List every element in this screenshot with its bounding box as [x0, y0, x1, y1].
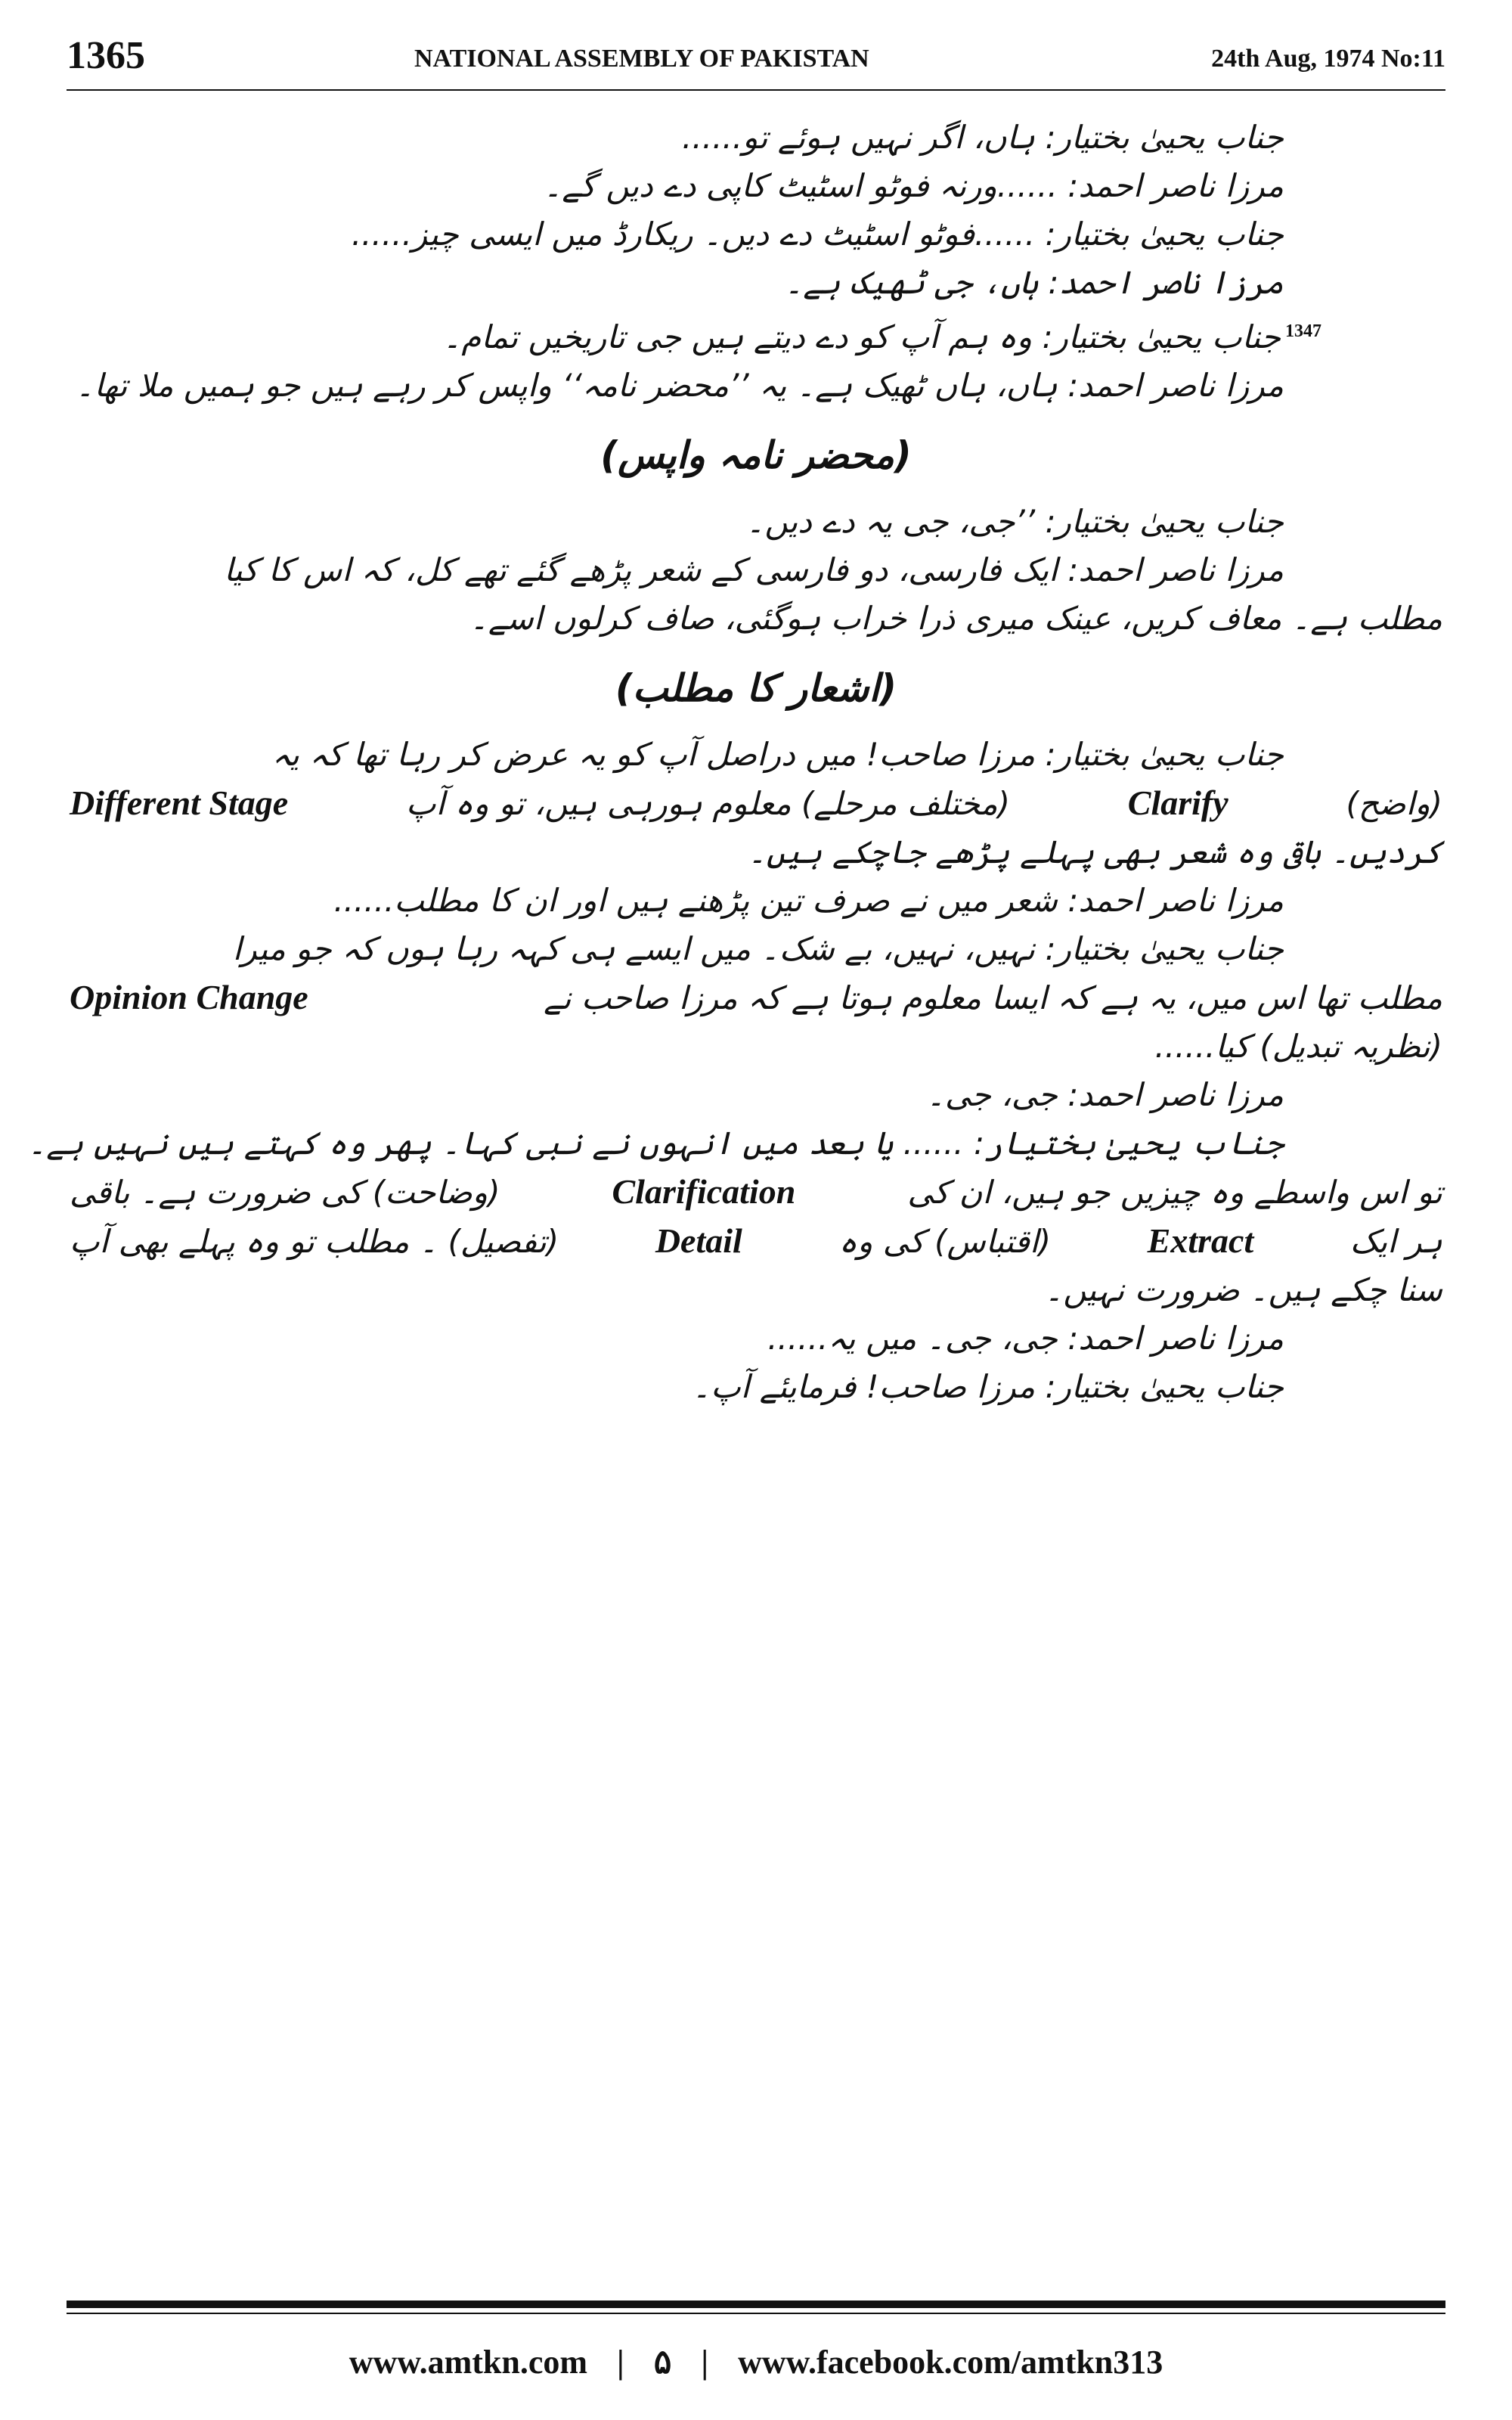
urdu-segment: مطلب تھا اس میں، یہ ہے کہ ایسا معلوم ہوتا ہے کہ مرزا صاحب نے [544, 979, 1442, 1016]
page-number: 1365 [67, 34, 145, 77]
transcript-line: جناب یحییٰ بختیار: نہیں، نہیں، بے شک۔ میں ایسے ہی کہہ رہا ہوں کہ جو میرا [232, 930, 1284, 967]
facebook-link[interactable]: www.facebook.com/amtkn313 [738, 2344, 1163, 2381]
transcript-line: جناب یحییٰ بختیار: ’’جی، جی یہ دے دیں۔ [745, 503, 1284, 540]
transcript-line-mixed [70, 779, 1442, 828]
transcript-line: مرزا ناصر احمد: شعر میں نے صرف تین پڑھنے ہیں اور ان کا مطلب...... [333, 882, 1284, 919]
transcript-body [27, 113, 1442, 2291]
urdu-segment: (اقتباس) کی وہ [838, 1223, 1051, 1260]
footnote-marker: 1347 [1285, 321, 1321, 341]
transcript-line: (نظریہ تبدیل) کیا...... [1154, 1028, 1442, 1065]
website-link[interactable]: www.amtkn.com [349, 2344, 588, 2381]
urdu-segment: (واضح) [1346, 785, 1442, 822]
transcript-line: مرزا ناصر احمد: جی، جی۔ میں یہ...... [767, 1320, 1284, 1357]
urdu-segment: (تفصیل) ۔ مطلب تو وہ پہلے بھی آپ [70, 1223, 559, 1260]
transcript-line: مرزا ناصر احمد: ایک فارسی، دو فارسی کے شعر پڑھے گئے تھے کل، کہ اس کا کیا [224, 551, 1284, 588]
english-term: Extract [1147, 1221, 1254, 1260]
transcript-line: جناب یحییٰ بختیار: ہاں، اگر نہیں ہوئے تو...... [682, 119, 1284, 156]
english-term: Clarify [1127, 783, 1228, 822]
page-header [67, 26, 1445, 86]
header-date-issue: 24th Aug, 1974 No:11 [1211, 45, 1445, 73]
footer-divider-thick [67, 2301, 1445, 2308]
transcript-line: مرزا ناصر احمد: جی، جی۔ [926, 1076, 1284, 1113]
footer-divider-thin [67, 2313, 1445, 2314]
transcript-line: جناب یحییٰ بختیار: ...... یا بعد میں انہوں نے نبی کہا۔ پھر وہ کہتے ہیں نہیں ہے۔ [27, 1125, 1284, 1162]
transcript-line-mixed [70, 1217, 1442, 1266]
transcript-line: سنا چکے ہیں۔ ضرورت نہیں۔ [1044, 1271, 1442, 1308]
english-term: Opinion Change [70, 978, 308, 1016]
transcript-line: مرزا ناصر احمد: ہاں، ہاں ٹھیک ہے۔ یہ ’’محضر نامہ‘‘ واپس کر رہے ہیں جو ہمیں ملا تھا۔ [75, 367, 1284, 404]
transcript-line-mixed [70, 1168, 1442, 1217]
urdu-segment: ہر ایک [1349, 1223, 1442, 1260]
english-term: Clarification [612, 1172, 796, 1211]
urdu-segment: تو اس واسطے وہ چیزیں جو ہیں، ان کی [907, 1174, 1442, 1211]
urdu-segment: (مختلف مرحلے) معلوم ہورہی ہیں، تو وہ آپ [406, 785, 1010, 822]
transcript-line-text: جناب یحییٰ بختیار: وہ ہم آپ کو دے دیتے ہیں جی تاریخیں تمام۔ [442, 318, 1281, 355]
transcript-line: جناب یحییٰ بختیار: مرزا صاحب! میں دراصل آپ کو یہ عرض کر رہا تھا کہ یہ [271, 736, 1284, 773]
header-title: NATIONAL ASSEMBLY OF PAKISTAN [414, 45, 869, 73]
transcript-line: جناب یحییٰ بختیار: مرزا صاحب! فرمایئے آپ۔ [692, 1368, 1284, 1405]
english-term: Different Stage [70, 783, 289, 822]
urdu-segment: (وضاحت) کی ضرورت ہے۔ باقی [70, 1174, 500, 1211]
english-term: Detail [655, 1221, 742, 1260]
transcript-line: کردیں۔ باقی وہ شعر بھی پہلے پڑھے جاچکے ہیں۔ [748, 833, 1442, 870]
page-footer [67, 2332, 1445, 2393]
sheet-number: ۵ [653, 2344, 672, 2381]
transcript-line-mixed [70, 973, 1442, 1022]
section-heading: (اشعار کا مطلب) [615, 666, 897, 710]
footer-separator: | [617, 2344, 624, 2381]
section-heading: (محضر نامہ واپس) [600, 433, 912, 477]
transcript-line-with-note [70, 307, 1442, 361]
transcript-line: مطلب ہے۔ معاف کریں، عینک میری ذرا خراب ہوگئی، صاف کرلوں اسے۔ [469, 600, 1442, 637]
footer-separator: | [701, 2344, 709, 2381]
transcript-line: مرزا ناصر احمد: ......ورنہ فوٹو اسٹیٹ کاپی دے دیں گے۔ [543, 167, 1284, 204]
transcript-line: جناب یحییٰ بختیار: ......فوٹو اسٹیٹ دے دیں۔ ریکارڈ میں ایسی چیز...... [351, 216, 1284, 253]
transcript-line: مرزا ناصر احمد: ہاں، جی ٹھیک ہے۔ [784, 264, 1284, 301]
header-divider [67, 89, 1445, 91]
